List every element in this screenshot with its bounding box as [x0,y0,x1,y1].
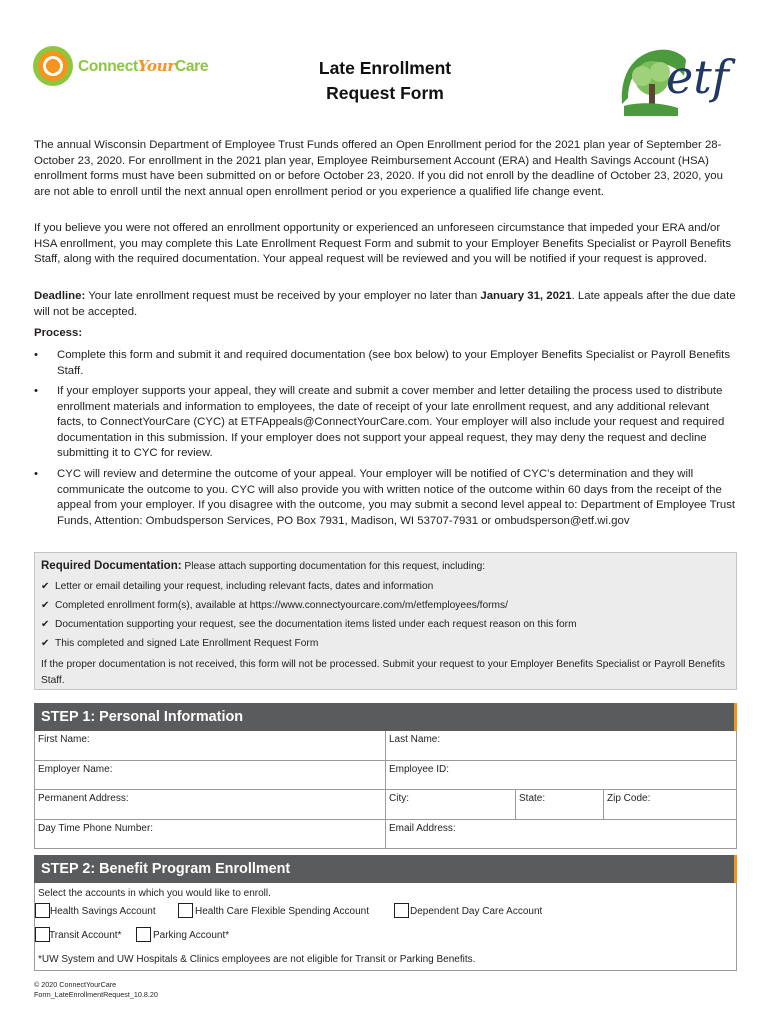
employee-id-field[interactable]: Employee ID: [385,761,736,790]
transit-checkbox[interactable] [35,927,50,942]
required-doc-item: ✔ Completed enrollment form(s), available at https://www.connectyourcare.com/m/etfemployees/forms/ [41,600,508,611]
bullet-marker: • [34,385,38,397]
required-doc-item: ✔ Letter or email detailing your request, including relevant facts, dates and information [41,581,434,592]
health-fsa-checkbox[interactable] [178,903,193,918]
process-step: • Complete this form and submit it and required documentation (see box below) to your Employer Benefits Specialist or Payroll Benefits Staff. [34,349,731,377]
required-docs-heading: Required Documentation: Please attach supporting documentation for this request, including: [41,560,486,572]
hsa-label: Health Savings Account [50,906,156,917]
step1-header: STEP 1: Personal Information [34,703,737,731]
eligibility-note: *UW System and UW Hospitals & Clinics employees are not eligible for Transit or Parking Benefits. [38,954,476,965]
process-step: • If your employer supports your appeal, they will create and submit a cover member and letter detailing the process used to distribute enrollment materials and information to employees, the date of receipt of your late enrollment request, and any additional relevant facts, to ConnectYourCare (CYC) at ETFAppeals@ConnectYourCare.com. Your employer will also include your request and required documentation in this submission. If your employer does not support your appeal request, they may deny the request and decline submitting it to CYC for review. [34,385,725,460]
etf-logo [618,46,736,120]
intro-paragraph-1: The annual Wisconsin Department of Employee Trust Funds offered an Open Enrollment period for the 2021 plan year of September 28-October 23, 2020. For enrollment in the 2021 plan year, Employee Reimbursement Account (ERA) and Health Savings Account (HSA) enrollment forms must have been submitted on or before October 23, 2020. If you did not enroll by the deadline of October 23, 2020, you are not able to enroll until the next annual open enrollment period or you experience a qualified life change event. [34,139,723,198]
required-documentation-box [34,552,737,690]
phone-field[interactable]: Day Time Phone Number: [38,822,154,834]
city-field[interactable]: City: [385,790,515,819]
enrollment-instruction: Select the accounts in which you would like to enroll. [38,888,271,899]
state-field[interactable]: State: [515,790,603,819]
required-doc-item: ✔ This completed and signed Late Enrollment Request Form [41,638,319,649]
title-line-1: Late Enrollment [318,58,452,78]
transit-label: Transit Account* [49,930,122,941]
required-doc-item: ✔ Documentation supporting your request, see the documentation items listed under each request reason on this form [41,619,577,630]
bullet-marker: • [34,349,38,361]
personal-info-grid [34,731,737,849]
hsa-checkbox[interactable] [35,903,50,918]
deadline-paragraph: Deadline: Your late enrollment request must be received by your employer no later than January 31, 2021. Late appeals after the due date will not be accepted. [34,290,736,318]
address-field[interactable]: Permanent Address: [38,793,129,804]
deadline-label: Deadline: [34,290,86,302]
intro-paragraph-2: If you believe you were not offered an enrollment opportunity or experienced an unforeseen circumstance that impeded your ERA and/or HSA enrollment, you may complete this Late Enrollment Request Form and submit to your Employer Benefits Specialist or Payroll Benefits Staff, along with the required documentation. Your appeal request will be reviewed and you will be notified if your request is approved. [34,222,732,266]
first-name-field[interactable]: First Name: [38,734,90,745]
last-name-field[interactable]: Last Name: [385,731,736,760]
email-field[interactable]: Email Address: [385,820,736,849]
process-heading: Process: [34,327,83,339]
parking-label: Parking Account* [153,930,230,941]
health-fsa-label: Health Care Flexible Spending Account [195,906,369,917]
bullet-marker: • [34,468,38,480]
dependent-care-checkbox[interactable] [394,903,409,918]
form-id-text: Form_LateEnrollmentRequest_10.8.20 [34,990,158,999]
checkmark-icon: ✔ [41,638,50,649]
checkmark-icon: ✔ [41,581,50,592]
benefit-enrollment-section [34,883,737,971]
title-line-2: Request Form [326,83,444,103]
copyright-text: © 2020 ConnectYourCare [34,980,117,989]
employer-name-field[interactable]: Employer Name: [38,763,113,775]
parking-checkbox[interactable] [136,927,151,942]
dependent-care-label: Dependent Day Care Account [410,906,543,917]
checkmark-icon: ✔ [41,600,50,611]
required-docs-footer: If the proper documentation is not received, this form will not be processed. Submit your request to your Employer Benefits Specialist or Payroll Benefits Staff. [41,659,726,686]
form-row [35,731,736,761]
connectyourcare-logo [33,46,208,86]
checkmark-icon: ✔ [41,619,50,630]
page-title [250,56,520,106]
page-header [0,0,770,130]
connectyourcare-wordmark: ConnectYourCare [78,56,209,75]
process-step: • CYC will review and determine the outcome of your appeal. Your employer will be notified of CYC’s determination and they will communicate the outcome to you. CYC will also provide you with written notice of the outcome within 60 days from the receipt of the appeal from your employer. If you disagree with the outcome, you may submit a second level appeal to: Department of Employee Trust Funds, Attention: Ombudsperson Services, PO Box 7931, Madison, WI 53707-7931 or ombudsperson@etf.wi.gov [34,468,736,527]
deadline-date: January 31, 2021 [480,290,572,302]
page-footer [34,980,158,1000]
etf-wordmark: etf [666,50,729,104]
form-row [35,790,736,820]
form-row [35,820,736,850]
zip-code-field[interactable]: Zip Code: [603,790,736,819]
orange-slice-icon [33,46,73,86]
step2-header: STEP 2: Benefit Program Enrollment [34,855,737,883]
form-row [35,761,736,791]
